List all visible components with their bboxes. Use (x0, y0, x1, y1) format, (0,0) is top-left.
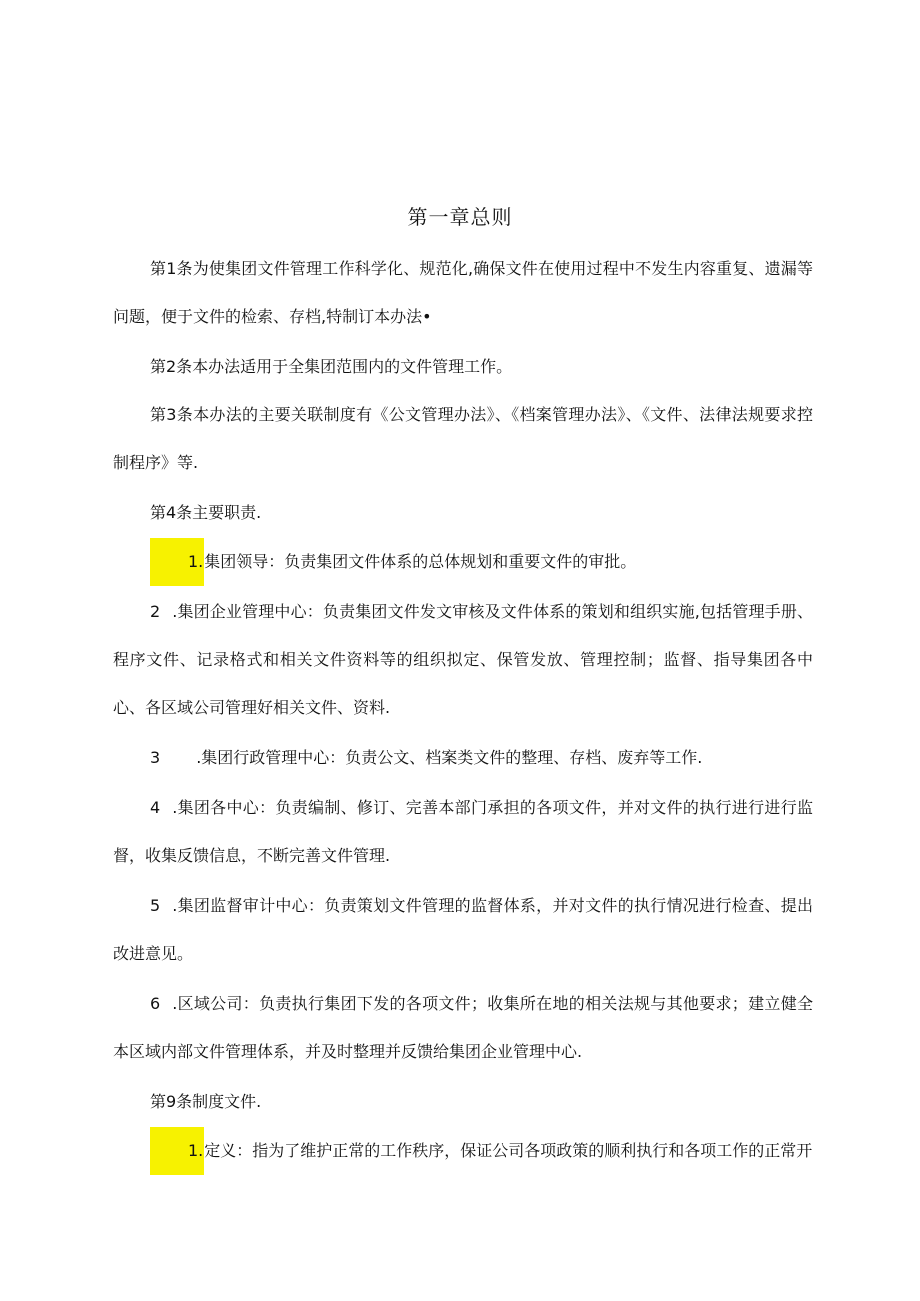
article-3-text: 第3条本办法的主要关联制度有《公文管理办法》、《档案管理办法》、《文件、法律法规要求控制程序》等. (113, 405, 813, 472)
duty-item-6-number: 6 (150, 994, 161, 1013)
duty-item-4 (113, 784, 813, 880)
definition-item (113, 1127, 813, 1175)
definition-item-number: 1. (150, 1127, 204, 1175)
chapter-title: 第一章总则 (407, 205, 513, 229)
duty-item-2 (113, 588, 813, 732)
article-4 (113, 489, 813, 537)
article-1 (113, 245, 813, 341)
duty-item-3-text: .集团行政管理中心：负责公文、档案类文件的整理、存档、废弃等工作. (196, 748, 703, 767)
duty-item-1 (113, 538, 813, 586)
duty-item-6 (113, 980, 813, 1076)
article-9 (113, 1078, 813, 1126)
duty-item-5-text: .集团监督审计中心：负责策划文件管理的监督体系，并对文件的执行情况进行检查、提出改进意见。 (113, 896, 813, 963)
duty-item-1-number: 1. (150, 538, 204, 586)
article-2 (113, 343, 813, 391)
article-3 (113, 391, 813, 487)
duty-item-2-text: .集团企业管理中心：负责集团文件发文审核及文件体系的策划和组织实施,包括管理手册、程序文件、记录格式和相关文件资料等的组织拟定、保管发放、管理控制；监督、指导集团各中心、各区域公司管理好相关文件、资料. (113, 602, 813, 717)
duty-item-2-number: 2 (150, 602, 161, 621)
article-9-text: 第9条制度文件. (150, 1092, 262, 1111)
article-2-text: 第2条本办法适用于全集团范围内的文件管理工作。 (150, 357, 513, 376)
duty-item-3-number: 3 (150, 748, 161, 767)
duty-item-6-text: .区域公司：负责执行集团下发的各项文件；收集所在地的相关法规与其他要求；建立健全本区域内部文件管理体系，并及时整理并反馈给集团企业管理中心. (113, 994, 813, 1061)
duty-item-5 (113, 882, 813, 978)
definition-item-text: 定义：指为了维护正常的工作秩序，保证公司各项政策的顺利执行和各项工作的正常开 (204, 1141, 813, 1160)
article-4-text: 第4条主要职责. (150, 503, 262, 522)
duty-item-4-number: 4 (150, 798, 161, 817)
duty-item-3 (113, 734, 813, 782)
duty-item-4-text: .集团各中心：负责编制、修订、完善本部门承担的各项文件，并对文件的执行进行进行监督，收集反馈信息，不断完善文件管理. (113, 798, 813, 865)
duty-item-1-text: 集团领导：负责集团文件体系的总体规划和重要文件的审批。 (204, 552, 637, 571)
duty-item-5-number: 5 (150, 896, 161, 915)
article-1-text: 第1条为使集团文件管理工作科学化、规范化,确保文件在使用过程中不发生内容重复、遗漏等问题，便于文件的检索、存档,特制订本办法• (113, 259, 813, 326)
